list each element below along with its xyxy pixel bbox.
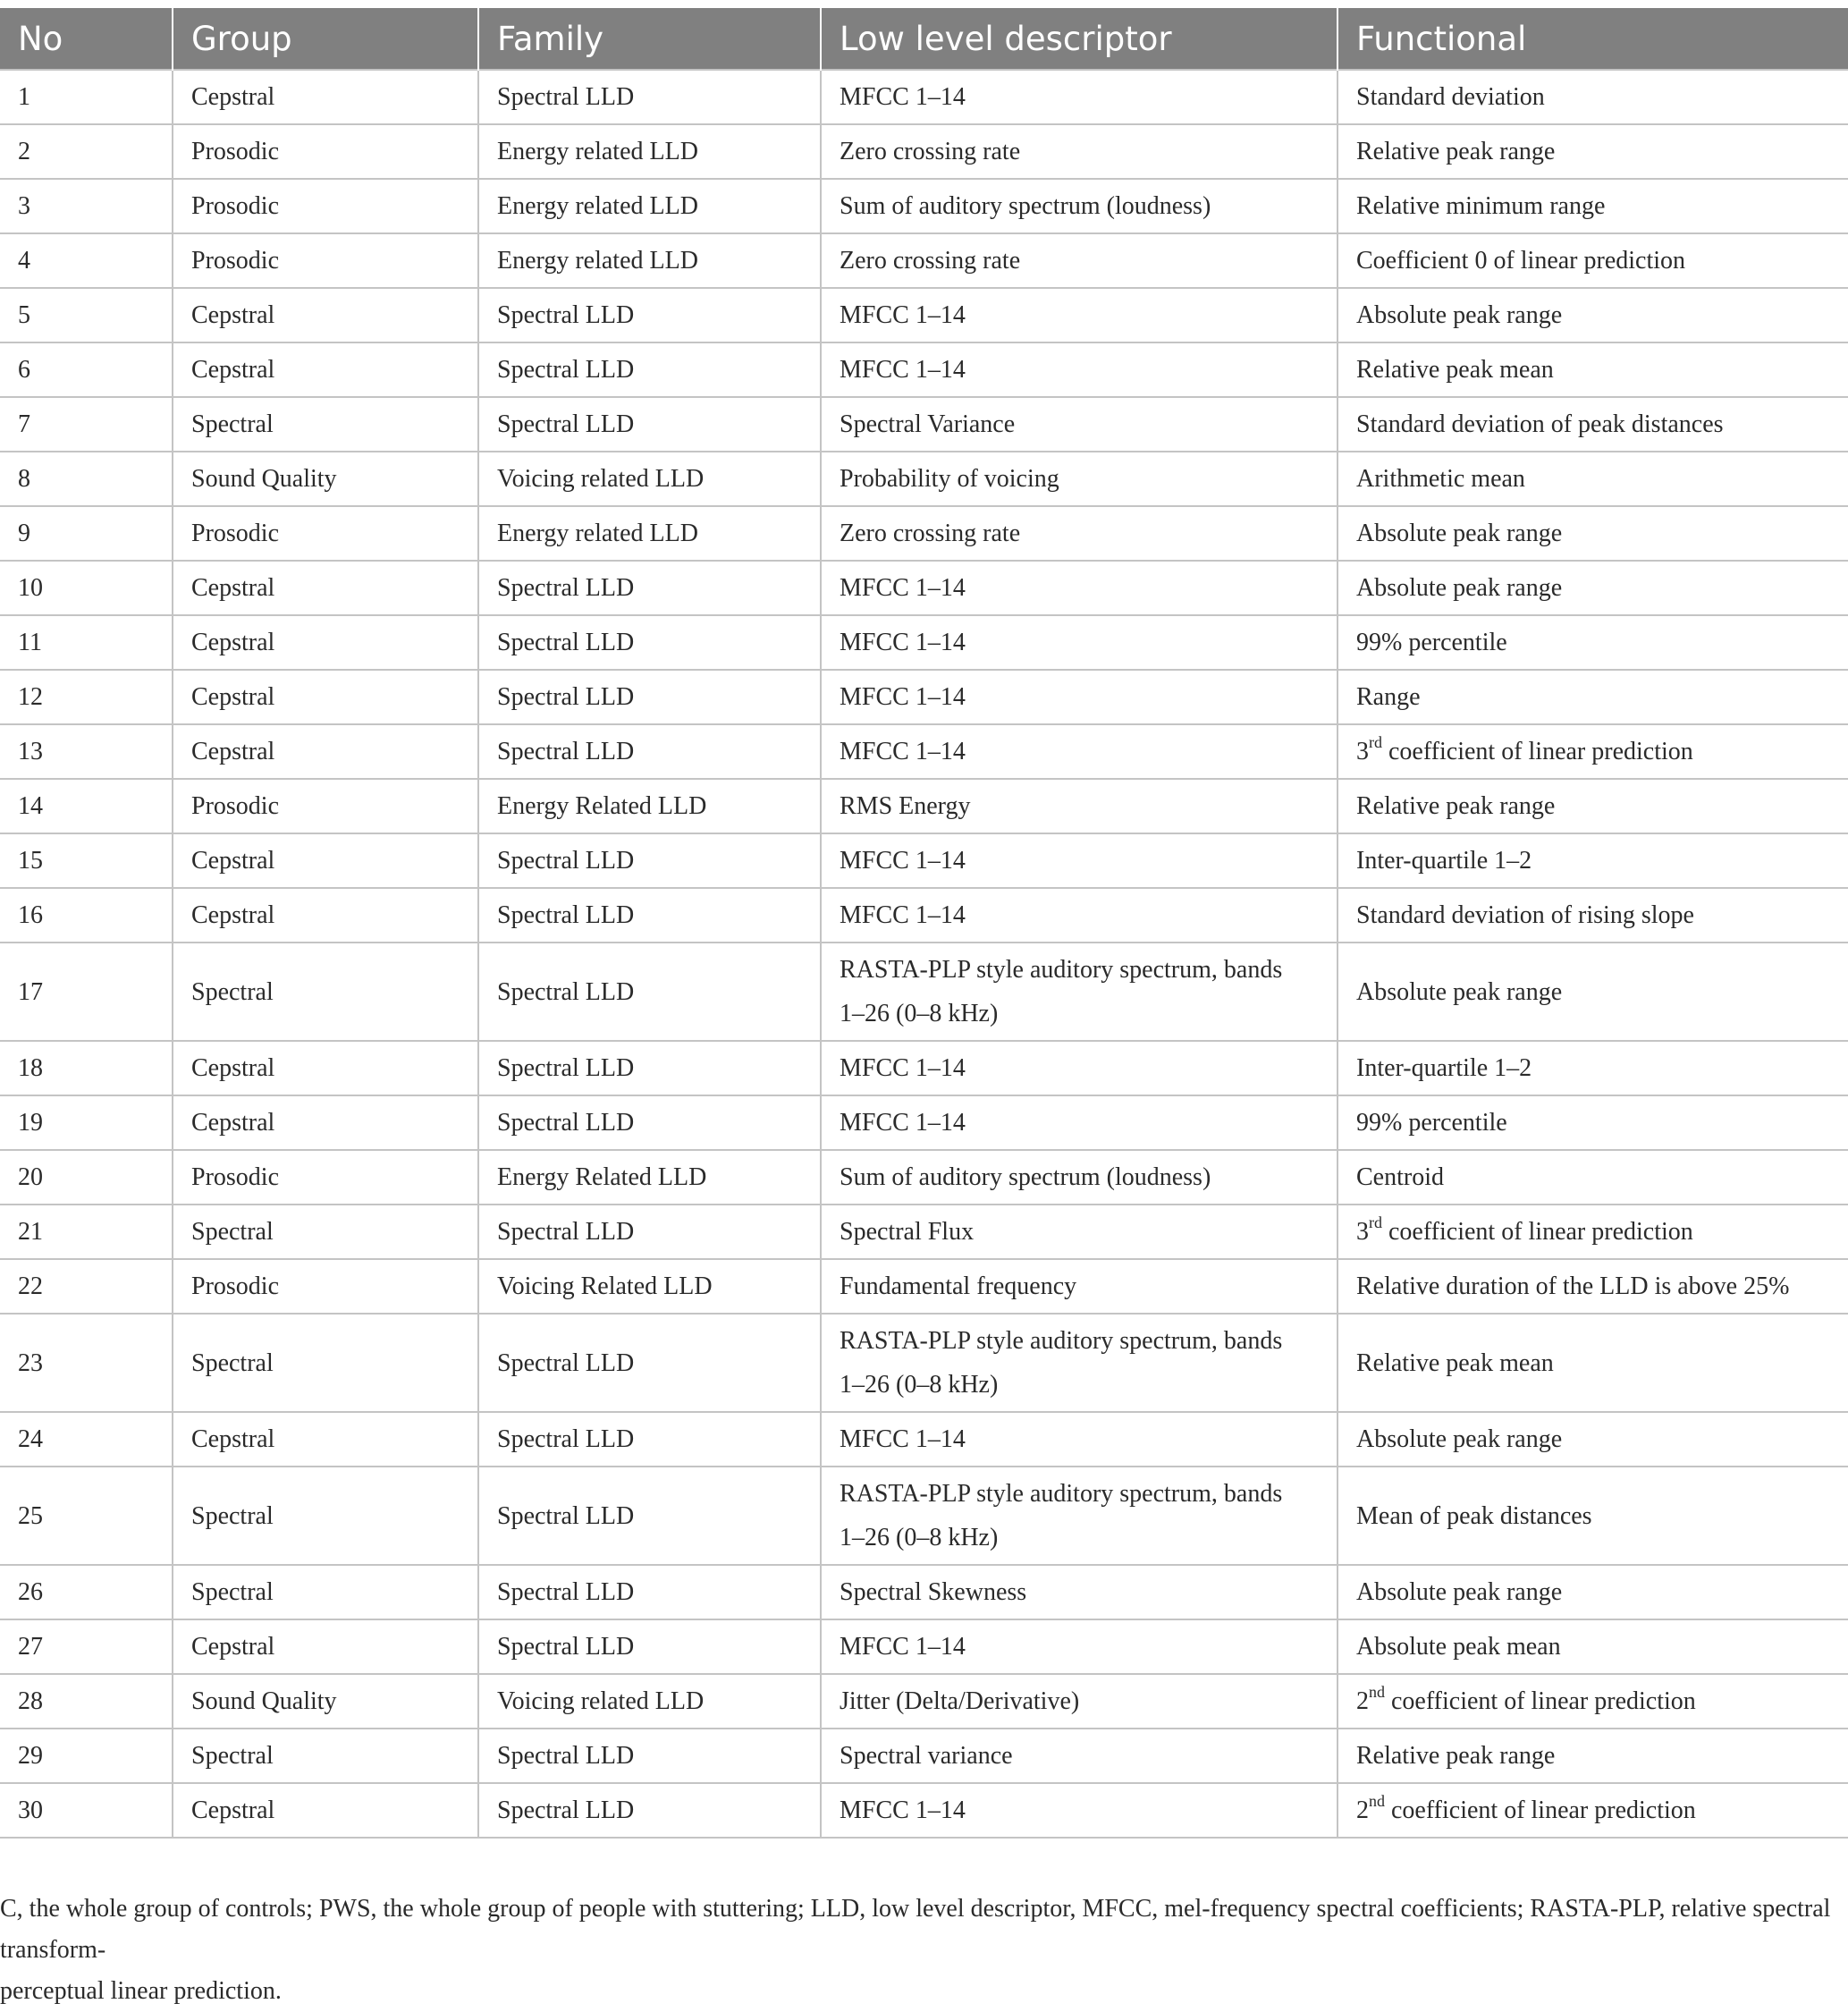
- functional-ordinal-suffix: rd: [1369, 732, 1382, 751]
- cell-functional: [1337, 724, 1848, 779]
- cell-family: Spectral LLD: [478, 1565, 821, 1619]
- table-row: [0, 124, 1848, 179]
- cell-group: Sound Quality: [173, 452, 478, 506]
- cell-family: Voicing Related LLD: [478, 1259, 821, 1314]
- cell-no: 11: [0, 615, 173, 670]
- cell-group: Spectral: [173, 397, 478, 452]
- cell-functional: Coefficient 0 of linear prediction: [1337, 233, 1848, 288]
- cell-functional: Standard deviation of rising slope: [1337, 888, 1848, 943]
- lld-line-2: 1–26 (0–8 kHz): [840, 1524, 999, 1551]
- cell-group: Prosodic: [173, 1150, 478, 1205]
- cell-family: Spectral LLD: [478, 1205, 821, 1259]
- cell-functional: [1337, 1674, 1848, 1729]
- cell-functional: Inter-quartile 1–2: [1337, 1041, 1848, 1095]
- cell-functional: Relative peak mean: [1337, 342, 1848, 397]
- cell-family: Spectral LLD: [478, 833, 821, 888]
- cell-family: Energy related LLD: [478, 179, 821, 233]
- header-row: [0, 8, 1848, 70]
- cell-group: Prosodic: [173, 124, 478, 179]
- cell-family: Spectral LLD: [478, 1619, 821, 1674]
- cell-no: 17: [0, 943, 173, 1041]
- table-row: [0, 1412, 1848, 1467]
- cell-functional: Absolute peak range: [1337, 1565, 1848, 1619]
- cell-family: Spectral LLD: [478, 1412, 821, 1467]
- cell-functional: [1337, 1783, 1848, 1838]
- header-low-level-descriptor: Low level descriptor: [821, 8, 1337, 70]
- cell-family: Spectral LLD: [478, 1041, 821, 1095]
- cell-no: 3: [0, 179, 173, 233]
- table-row: [0, 1095, 1848, 1150]
- cell-functional: Range: [1337, 670, 1848, 724]
- cell-group: Spectral: [173, 1314, 478, 1412]
- cell-no: 4: [0, 233, 173, 288]
- cell-low-level-descriptor: MFCC 1–14: [821, 342, 1337, 397]
- cell-functional: Standard deviation: [1337, 70, 1848, 124]
- cell-low-level-descriptor: MFCC 1–14: [821, 724, 1337, 779]
- cell-functional: Inter-quartile 1–2: [1337, 833, 1848, 888]
- table-row: [0, 670, 1848, 724]
- table-row: [0, 179, 1848, 233]
- cell-functional: Mean of peak distances: [1337, 1467, 1848, 1565]
- cell-low-level-descriptor: MFCC 1–14: [821, 288, 1337, 342]
- table-row: [0, 1205, 1848, 1259]
- cell-family: Energy Related LLD: [478, 1150, 821, 1205]
- cell-no: 20: [0, 1150, 173, 1205]
- cell-family: Spectral LLD: [478, 943, 821, 1041]
- table-row: [0, 779, 1848, 833]
- cell-family: Spectral LLD: [478, 397, 821, 452]
- cell-family: Voicing related LLD: [478, 1674, 821, 1729]
- cell-low-level-descriptor: Jitter (Delta/Derivative): [821, 1674, 1337, 1729]
- cell-low-level-descriptor: MFCC 1–14: [821, 1095, 1337, 1150]
- table-row: [0, 1467, 1848, 1565]
- cell-low-level-descriptor: Sum of auditory spectrum (loudness): [821, 179, 1337, 233]
- functional-ordinal-suffix: nd: [1369, 1682, 1385, 1701]
- cell-no: 26: [0, 1565, 173, 1619]
- cell-family: Spectral LLD: [478, 288, 821, 342]
- cell-group: Sound Quality: [173, 1674, 478, 1729]
- feature-table-container: [0, 8, 1848, 1839]
- cell-group: Cepstral: [173, 70, 478, 124]
- header-family: Family: [478, 8, 821, 70]
- cell-low-level-descriptor: MFCC 1–14: [821, 1619, 1337, 1674]
- cell-group: Cepstral: [173, 1619, 478, 1674]
- cell-family: Spectral LLD: [478, 1729, 821, 1783]
- table-row: [0, 561, 1848, 615]
- cell-functional: Absolute peak range: [1337, 943, 1848, 1041]
- cell-group: Prosodic: [173, 506, 478, 561]
- cell-functional: Absolute peak range: [1337, 561, 1848, 615]
- cell-group: Cepstral: [173, 615, 478, 670]
- cell-family: Spectral LLD: [478, 1314, 821, 1412]
- lld-line-1: RASTA-PLP style auditory spectrum, bands: [840, 1327, 1283, 1355]
- cell-family: Voicing related LLD: [478, 452, 821, 506]
- cell-no: 9: [0, 506, 173, 561]
- cell-no: 16: [0, 888, 173, 943]
- cell-functional: Relative duration of the LLD is above 25%: [1337, 1259, 1848, 1314]
- cell-family: Spectral LLD: [478, 615, 821, 670]
- cell-group: Prosodic: [173, 233, 478, 288]
- cell-no: 23: [0, 1314, 173, 1412]
- cell-low-level-descriptor: Spectral Flux: [821, 1205, 1337, 1259]
- cell-low-level-descriptor: MFCC 1–14: [821, 1041, 1337, 1095]
- cell-functional: Relative peak range: [1337, 1729, 1848, 1783]
- cell-family: Energy Related LLD: [478, 779, 821, 833]
- cell-no: 5: [0, 288, 173, 342]
- table-row: [0, 1314, 1848, 1412]
- cell-group: Spectral: [173, 943, 478, 1041]
- cell-no: 30: [0, 1783, 173, 1838]
- functional-text: coefficient of linear prediction: [1385, 1796, 1696, 1824]
- cell-no: 2: [0, 124, 173, 179]
- cell-functional: Absolute peak mean: [1337, 1619, 1848, 1674]
- header-no: No: [0, 8, 173, 70]
- cell-no: 27: [0, 1619, 173, 1674]
- lld-line-1: RASTA-PLP style auditory spectrum, bands: [840, 956, 1283, 984]
- table-row: [0, 1259, 1848, 1314]
- cell-functional: 99% percentile: [1337, 1095, 1848, 1150]
- table-header: [0, 8, 1848, 70]
- cell-functional: Relative peak range: [1337, 124, 1848, 179]
- footnote-line-1: C, the whole group of controls; PWS, the whole group of people with stuttering; LLD, low level descriptor, MFCC, mel-frequency spectral coefficients; RASTA-PLP, relative spectral transform-: [0, 1895, 1831, 1964]
- functional-ordinal-suffix: rd: [1369, 1213, 1382, 1231]
- cell-group: Cepstral: [173, 342, 478, 397]
- cell-no: 13: [0, 724, 173, 779]
- cell-no: 18: [0, 1041, 173, 1095]
- table-row: [0, 833, 1848, 888]
- cell-low-level-descriptor: MFCC 1–14: [821, 833, 1337, 888]
- header-group: Group: [173, 8, 478, 70]
- table-row: [0, 888, 1848, 943]
- table-row: [0, 1041, 1848, 1095]
- lld-line-1: RASTA-PLP style auditory spectrum, bands: [840, 1480, 1283, 1508]
- header-functional: Functional: [1337, 8, 1848, 70]
- cell-group: Cepstral: [173, 1095, 478, 1150]
- cell-no: 22: [0, 1259, 173, 1314]
- cell-low-level-descriptor: MFCC 1–14: [821, 1783, 1337, 1838]
- functional-ordinal-suffix: nd: [1369, 1791, 1385, 1810]
- cell-low-level-descriptor: Fundamental frequency: [821, 1259, 1337, 1314]
- cell-low-level-descriptor: MFCC 1–14: [821, 888, 1337, 943]
- cell-group: Cepstral: [173, 1412, 478, 1467]
- cell-functional: Absolute peak range: [1337, 506, 1848, 561]
- cell-family: Spectral LLD: [478, 1095, 821, 1150]
- table-row: [0, 70, 1848, 124]
- lld-line-2: 1–26 (0–8 kHz): [840, 1371, 999, 1399]
- cell-group: Cepstral: [173, 833, 478, 888]
- cell-group: Cepstral: [173, 888, 478, 943]
- cell-functional: Relative peak mean: [1337, 1314, 1848, 1412]
- functional-ordinal: 3: [1356, 1218, 1369, 1246]
- cell-low-level-descriptor: Zero crossing rate: [821, 233, 1337, 288]
- cell-low-level-descriptor: MFCC 1–14: [821, 561, 1337, 615]
- cell-family: Energy related LLD: [478, 124, 821, 179]
- functional-text: coefficient of linear prediction: [1385, 1687, 1696, 1715]
- cell-no: 10: [0, 561, 173, 615]
- cell-low-level-descriptor: MFCC 1–14: [821, 615, 1337, 670]
- cell-family: Spectral LLD: [478, 342, 821, 397]
- cell-group: Cepstral: [173, 724, 478, 779]
- table-row: [0, 615, 1848, 670]
- cell-no: 19: [0, 1095, 173, 1150]
- cell-family: Energy related LLD: [478, 233, 821, 288]
- cell-group: Prosodic: [173, 1259, 478, 1314]
- cell-no: 12: [0, 670, 173, 724]
- table-body: [0, 70, 1848, 1838]
- cell-low-level-descriptor: Spectral Skewness: [821, 1565, 1337, 1619]
- cell-functional: Arithmetic mean: [1337, 452, 1848, 506]
- cell-group: Cepstral: [173, 1783, 478, 1838]
- table-row: [0, 1619, 1848, 1674]
- cell-group: Spectral: [173, 1565, 478, 1619]
- table-row: [0, 1674, 1848, 1729]
- cell-low-level-descriptor: Probability of voicing: [821, 452, 1337, 506]
- footnote-line-2: perceptual linear prediction.: [0, 1977, 282, 2005]
- cell-functional: Absolute peak range: [1337, 288, 1848, 342]
- cell-group: Cepstral: [173, 561, 478, 615]
- cell-functional: Centroid: [1337, 1150, 1848, 1205]
- table-row: [0, 397, 1848, 452]
- table-row: [0, 943, 1848, 1041]
- table-row: [0, 506, 1848, 561]
- functional-ordinal: 2: [1356, 1796, 1369, 1824]
- cell-no: 6: [0, 342, 173, 397]
- cell-no: 21: [0, 1205, 173, 1259]
- cell-low-level-descriptor: Sum of auditory spectrum (loudness): [821, 1150, 1337, 1205]
- table-row: [0, 1565, 1848, 1619]
- functional-text: coefficient of linear prediction: [1382, 1218, 1693, 1246]
- cell-low-level-descriptor: MFCC 1–14: [821, 1412, 1337, 1467]
- cell-group: Prosodic: [173, 779, 478, 833]
- functional-ordinal: 2: [1356, 1687, 1369, 1715]
- cell-family: Spectral LLD: [478, 888, 821, 943]
- cell-group: Cepstral: [173, 1041, 478, 1095]
- table-row: [0, 724, 1848, 779]
- cell-family: Energy related LLD: [478, 506, 821, 561]
- cell-no: 15: [0, 833, 173, 888]
- cell-group: Spectral: [173, 1205, 478, 1259]
- table-row: [0, 288, 1848, 342]
- feature-table: [0, 8, 1848, 1839]
- cell-group: Cepstral: [173, 288, 478, 342]
- cell-no: 8: [0, 452, 173, 506]
- cell-no: 14: [0, 779, 173, 833]
- cell-low-level-descriptor: [821, 943, 1337, 1041]
- table-row: [0, 1783, 1848, 1838]
- cell-functional: 99% percentile: [1337, 615, 1848, 670]
- cell-functional: Relative minimum range: [1337, 179, 1848, 233]
- cell-family: Spectral LLD: [478, 724, 821, 779]
- functional-text: coefficient of linear prediction: [1382, 738, 1693, 765]
- cell-group: Spectral: [173, 1729, 478, 1783]
- cell-no: 28: [0, 1674, 173, 1729]
- cell-functional: Standard deviation of peak distances: [1337, 397, 1848, 452]
- table-row: [0, 233, 1848, 288]
- cell-no: 1: [0, 70, 173, 124]
- cell-group: Prosodic: [173, 179, 478, 233]
- cell-no: 29: [0, 1729, 173, 1783]
- cell-group: Cepstral: [173, 670, 478, 724]
- lld-line-2: 1–26 (0–8 kHz): [840, 1000, 999, 1027]
- cell-low-level-descriptor: RMS Energy: [821, 779, 1337, 833]
- cell-low-level-descriptor: [821, 1314, 1337, 1412]
- table-row: [0, 1729, 1848, 1783]
- cell-family: Spectral LLD: [478, 1783, 821, 1838]
- cell-low-level-descriptor: MFCC 1–14: [821, 670, 1337, 724]
- cell-low-level-descriptor: Zero crossing rate: [821, 124, 1337, 179]
- cell-family: Spectral LLD: [478, 70, 821, 124]
- cell-no: 7: [0, 397, 173, 452]
- cell-low-level-descriptor: [821, 1467, 1337, 1565]
- cell-low-level-descriptor: Zero crossing rate: [821, 506, 1337, 561]
- table-footnote: [0, 1889, 1848, 2012]
- table-row: [0, 452, 1848, 506]
- cell-low-level-descriptor: MFCC 1–14: [821, 70, 1337, 124]
- cell-low-level-descriptor: Spectral Variance: [821, 397, 1337, 452]
- cell-no: 25: [0, 1467, 173, 1565]
- cell-group: Spectral: [173, 1467, 478, 1565]
- table-row: [0, 1150, 1848, 1205]
- cell-family: Spectral LLD: [478, 561, 821, 615]
- table-row: [0, 342, 1848, 397]
- cell-functional: [1337, 1205, 1848, 1259]
- cell-functional: Absolute peak range: [1337, 1412, 1848, 1467]
- cell-low-level-descriptor: Spectral variance: [821, 1729, 1337, 1783]
- cell-functional: Relative peak range: [1337, 779, 1848, 833]
- cell-no: 24: [0, 1412, 173, 1467]
- cell-family: Spectral LLD: [478, 670, 821, 724]
- functional-ordinal: 3: [1356, 738, 1369, 765]
- cell-family: Spectral LLD: [478, 1467, 821, 1565]
